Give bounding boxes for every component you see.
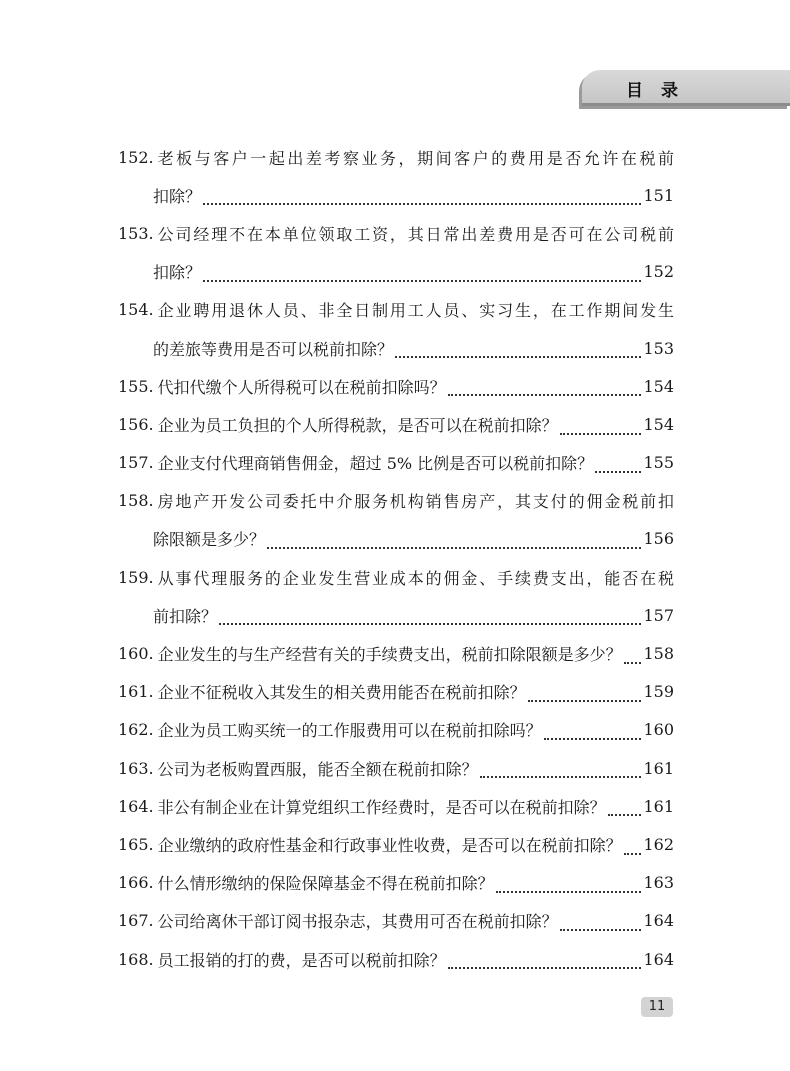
toc-entry[interactable] [118,444,674,482]
dot-leader [595,455,641,473]
toc-line [118,367,674,405]
toc-entry-page: 161 [643,796,674,816]
toc-line [118,482,674,520]
dot-leader [395,340,641,358]
table-of-contents [118,138,674,978]
page-title: 目录 [626,81,696,101]
toc-line [118,138,674,176]
toc-entry[interactable] [118,787,674,825]
toc-entry-number: 155. [118,376,154,396]
toc-line [118,253,674,291]
toc-entry-page: 159 [643,682,674,702]
toc-entry-page: 153 [643,338,674,358]
dot-leader [624,646,642,664]
dot-leader [560,417,642,435]
toc-entry-number: 152. [118,147,154,167]
toc-entry-number: 166. [118,873,154,893]
dot-leader [608,798,642,816]
toc-entry-number: 160. [118,644,154,664]
toc-entry-title-cont: 扣除？ [153,186,202,206]
toc-entry-page: 161 [643,758,674,778]
toc-entry-title: 什么情形缴纳的保险保障基金不得在税前扣除？ [157,874,494,894]
toc-entry-number: 154. [118,300,154,320]
toc-line [118,214,674,252]
toc-line [118,405,674,443]
toc-entry-page: 163 [643,873,674,893]
toc-entry-number: 158. [118,491,154,511]
toc-entry-page: 156 [643,529,674,549]
toc-line [118,825,674,863]
toc-entry-number: 165. [118,834,154,854]
toc-entry-title: 企业为员工负担的个人所得税款，是否可以在税前扣除？ [157,415,558,435]
toc-entry[interactable] [118,825,674,863]
dot-leader [448,951,642,969]
toc-entry-number: 153. [118,223,154,243]
toc-entry-title: 从事代理服务的企业发生营业成本的佣金、手续费支出，能否在税 [157,568,674,588]
toc-entry-number: 159. [118,567,154,587]
toc-line [118,634,674,672]
toc-line [118,176,674,214]
header-rule [582,103,790,106]
toc-line [118,902,674,940]
dot-leader [267,531,641,549]
toc-line [118,558,674,596]
header-tab [582,70,790,106]
toc-line [118,787,674,825]
dot-leader [448,378,642,396]
toc-entry-title: 代扣代缴个人所得税可以在税前扣除吗？ [157,377,446,397]
toc-entry-page: 164 [643,949,674,969]
toc-entry[interactable] [118,405,674,443]
dot-leader [480,760,642,778]
toc-entry[interactable] [118,138,674,214]
toc-entry[interactable] [118,749,674,787]
toc-entry-page: 154 [643,376,674,396]
toc-line [118,596,674,634]
toc-line [118,444,674,482]
toc-entry-title-cont: 扣除？ [153,263,202,283]
toc-entry[interactable] [118,940,674,978]
dot-leader [624,837,642,855]
toc-entry[interactable] [118,367,674,405]
toc-entry[interactable] [118,558,674,634]
toc-entry-title: 房地产开发公司委托中介服务机构销售房产，其支付的佣金税前扣 [157,492,674,512]
toc-line [118,864,674,902]
toc-entry-title: 企业聘用退休人员、非全日制用工人员、实习生，在工作期间发生 [157,301,674,321]
toc-entry-title: 企业为员工购买统一的工作服费用可以在税前扣除吗？ [157,721,542,741]
toc-line [118,673,674,711]
toc-entry-title: 公司经理不在本单位领取工资，其日常出差费用是否可在公司税前 [157,224,674,244]
toc-entry-title: 公司给离休干部订阅书报杂志，其费用可否在税前扣除？ [157,912,558,932]
toc-entry-number: 161. [118,682,154,702]
toc-entry[interactable] [118,902,674,940]
toc-entry-title: 公司为老板购置西服，能否全额在税前扣除？ [157,759,478,779]
toc-entry-title: 企业缴纳的政府性基金和行政事业性收费，是否可以在税前扣除？ [157,835,622,855]
toc-entry[interactable] [118,634,674,672]
toc-entry-page: 157 [643,605,674,625]
toc-entry-page: 162 [643,834,674,854]
toc-entry-number: 163. [118,758,154,778]
dot-leader [203,264,641,282]
toc-entry-title: 企业发生的与生产经营有关的手续费支出，税前扣除限额是多少？ [157,645,622,665]
dot-leader [219,607,641,625]
toc-entry-page: 160 [643,720,674,740]
toc-entry-page: 152 [643,262,674,282]
page-number: 11 [641,997,673,1017]
toc-line [118,749,674,787]
toc-entry[interactable] [118,864,674,902]
toc-entry-title: 非公有制企业在计算党组织工作经费时，是否可以在税前扣除？ [157,797,606,817]
toc-entry-number: 168. [118,949,154,969]
toc-entry-page: 155 [643,453,674,473]
toc-entry-title-cont: 除限额是多少？ [153,530,266,550]
toc-entry-page: 164 [643,911,674,931]
toc-entry-title: 员工报销的打的费，是否可以税前扣除？ [157,950,446,970]
dot-leader [528,684,642,702]
toc-entry[interactable] [118,214,674,290]
toc-entry-title-cont: 前扣除？ [153,606,218,626]
dot-leader [496,875,642,893]
dot-leader [544,722,642,740]
dot-leader [203,187,641,205]
toc-entry-page: 154 [643,414,674,434]
toc-entry[interactable] [118,291,674,367]
dot-leader [560,913,642,931]
toc-entry-title: 企业支付代理商销售佣金，超过 5% 比例是否可以税前扣除？ [157,454,594,474]
toc-entry-number: 164. [118,796,154,816]
toc-entry-number: 167. [118,911,154,931]
toc-entry[interactable] [118,482,674,558]
toc-line [118,940,674,978]
toc-entry[interactable] [118,711,674,749]
toc-entry-title-cont: 的差旅等费用是否可以税前扣除？ [153,339,394,359]
toc-entry-number: 157. [118,453,154,473]
toc-entry-number: 162. [118,720,154,740]
toc-line [118,520,674,558]
toc-line [118,711,674,749]
toc-entry-title: 老板与客户一起出差考察业务，期间客户的费用是否允许在税前 [157,148,674,168]
toc-line [118,329,674,367]
toc-entry-number: 156. [118,414,154,434]
toc-entry-title: 企业不征税收入其发生的相关费用能否在税前扣除？ [157,683,526,703]
toc-entry-page: 151 [643,185,674,205]
toc-entry-page: 158 [643,644,674,664]
toc-line [118,291,674,329]
toc-entry[interactable] [118,673,674,711]
